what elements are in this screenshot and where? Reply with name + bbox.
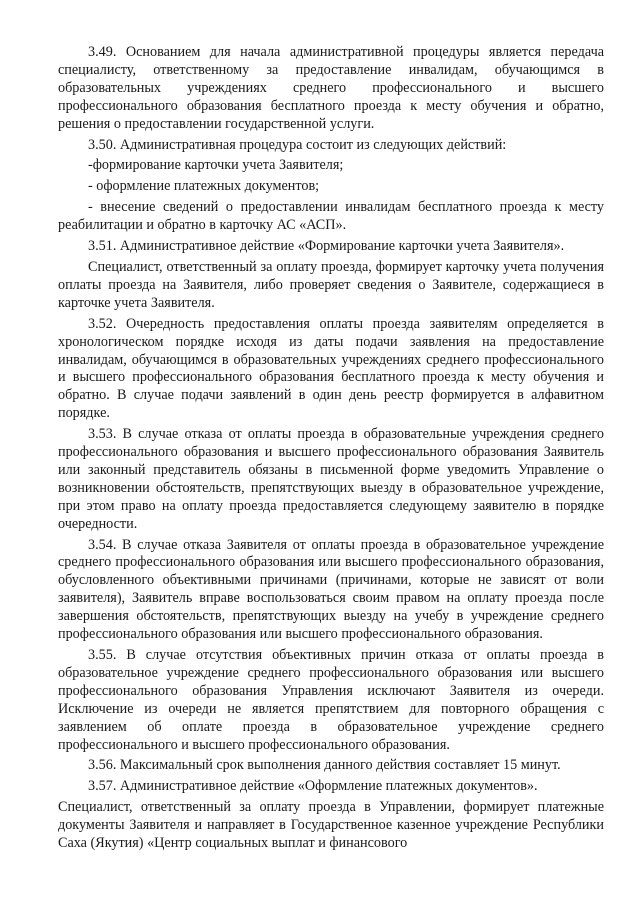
paragraph-3-52: 3.52. Очередность предоставления оплаты проезда заявителям определяется в хронологическом порядке исходя из даты подачи заявления на предоставление инвалидам, обучающимся в образовательных учреждениях среднего профессионального и высшего профессионального образования бесплатного проезда к месту обучения и обратно. В случае подачи заявлений в один день реестр формируется в алфавитном порядке. (58, 315, 604, 422)
paragraph-3-49: 3.49. Основанием для начала административной процедуры является передача специалисту, ответственному за предоставление инвалидам, обучающимся в образовательных учреждениях среднего профессионального и высшего профессионального образования бесплатного проезда к месту обучения и обратно, решения о предоставлении государственной услуги. (58, 44, 604, 132)
paragraph-3-55: 3.55. В случае отсутствия объективных причин отказа от оплаты проезда в образовательное учреждение среднего профессионального образования или высшего профессионального образования Управления исключают Заявителя из очереди. Исключение из очереди не является препятствием для повторного обращения с заявлением об оплате проезда в образовательное учреждение среднего профессионального и высшего профессионального образования. (58, 647, 604, 753)
paragraph-3-56: 3.56. Максимальный срок выполнения данного действия составляет 15 минут. (88, 757, 561, 774)
paragraph-3-50: 3.50. Административная процедура состоит из следующих действий: (88, 136, 507, 153)
paragraph-3-57-body: Специалист, ответственный за оплату проезда в Управлении, формирует платежные документы Заявителя и направляет в Государственное казенное учреждение Республики Саха (Якутия) «Центр социальных выплат и финансового (58, 799, 604, 852)
list-item-payment-docs: - оформление платежных документов; (88, 178, 320, 195)
list-item-card-forming: -формирование карточки учета Заявителя; (88, 157, 344, 174)
paragraph-3-51: 3.51. Административное действие «Формирование карточки учета Заявителя». (88, 238, 565, 255)
paragraph-3-57: 3.57. Административное действие «Оформление платежных документов». (88, 778, 538, 795)
paragraph-3-54: 3.54. В случае отказа Заявителя от оплаты проезда в образовательное учреждение среднего профессионального образования или высшего профессионального образования, обусловленного объективными причинами (причинами, которые не зависят от воли заявителя), Заявитель вправе воспользоваться своим правом на оплату проезда после завершения обстоятельств, препятствующих выезду на учебу в учреждение среднего профессионального образования или высшего профессионального образования. (58, 536, 604, 643)
paragraph-3-51-body: Специалист, ответственный за оплату проезда, формирует карточку учета получения оплаты проезда на Заявителя, либо проверяет сведения о Заявителе, содержащиеся в карточке учета Заявителя. (58, 258, 604, 311)
list-item-asp-entry: - внесение сведений о предоставлении инвалидам бесплатного проезда к месту реабилитации и обратно в карточку АС «АСП». (58, 199, 604, 234)
paragraph-3-53: 3.53. В случае отказа от оплаты проезда в образовательные учреждения среднего профессионального образования и высшего профессионального образования Заявитель или законный представитель обязаны в письменной форме уведомить Управление о возникновении обстоятельств, препятствующих выезду в образовательное учреждение, при этом право на оплату проезда предоставляется следующему заявителю в порядке очередности. (58, 426, 604, 532)
